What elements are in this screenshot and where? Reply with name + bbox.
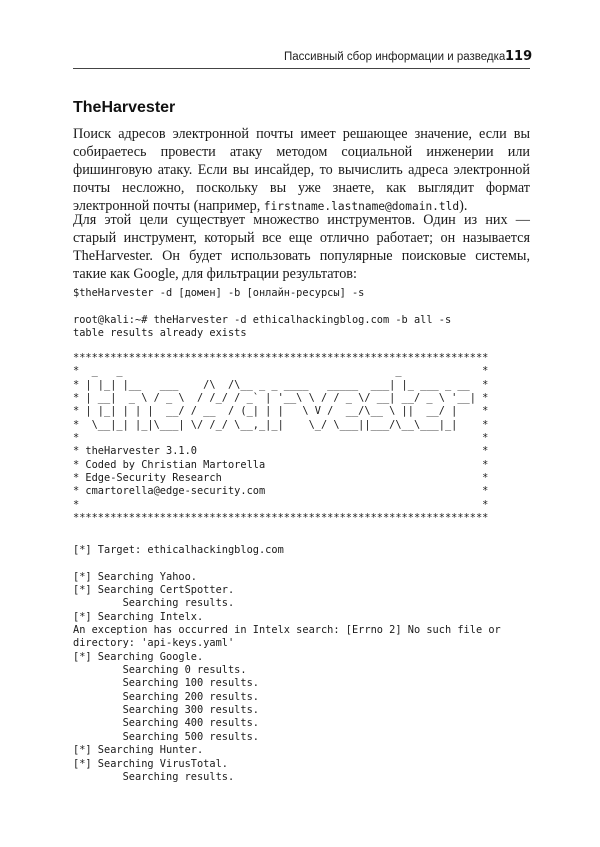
terminal-output: [*] Target: ethicalhackingblog.com [*] Searching Yahoo. [*] Searching CertSpotter. Searching results. [*] Searching Intelx. An exception has occurred in Intelx search: [Errno 2] No such file or directory: 'api-keys.yaml' [*] Searching Google. Searching 0 results. Searching 100 results. Searching 200 results. Searching 300 results. Searching 400 results. Searching 500 results. [*] Searching Hunter. [*] Searching VirusTotal. Searching results. [73, 544, 501, 783]
command-syntax: $theHarvester -d [домен] -b [онлайн-ресурсы] -s [73, 287, 365, 299]
ascii-banner: ******************************************************************* * _ _ _ * * | |_| |__ ___ /\ /\__ _ _ ____ _____ ___| |_ ___ _ __ * * | __| _ \ / _ \ / /_/ / _` | '__\ \ / / _ \/ __| __/ _ \ '__| * * | |_| | | | __/ / __ / (_| | | \ V / __/\__ \ || __/ | * * \__|_| |_|\___| \/ /_/ \__,_|_| \_/ \___||___/\__\___|_| * * * * theHarvester 3.1.0 * * Coded by Christian Martorella * * Edge-Security Research * * cmartorella@edge-security.com * * * ******************************************************************* [73, 352, 489, 525]
paragraph-text-end: ). [459, 198, 468, 214]
intro-paragraph [73, 125, 530, 216]
page-number: 119 [505, 49, 533, 64]
header-divider [73, 68, 530, 69]
inline-code-email-format: firstname.lastname@domain.tld [263, 200, 460, 213]
paragraph-text: Поиск адресов электронной почты имеет решающее значение, если вы собираетесь провести атаку методом социальной инженерии или фишинговую атаку. Если вы инсайдер, то вычислить адреса электронной почты несложно, поскольку вы уже знаете, как выглядит формат электронной почты (например, [73, 126, 530, 214]
tools-paragraph: Для этой цели существует множество инструментов. Один из них — старый инструмент, который все еще отлично работает; он называется TheHarvester. Он будет использовать популярные поисковые системы, такие как Google, для фильтрации результатов: [73, 212, 530, 282]
section-title: TheHarvester [73, 99, 176, 116]
terminal-command: root@kali:~# theHarvester -d ethicalhackingblog.com -b all -s table results already exists [73, 314, 452, 340]
running-title: Пассивный сбор информации и разведка [284, 51, 506, 63]
